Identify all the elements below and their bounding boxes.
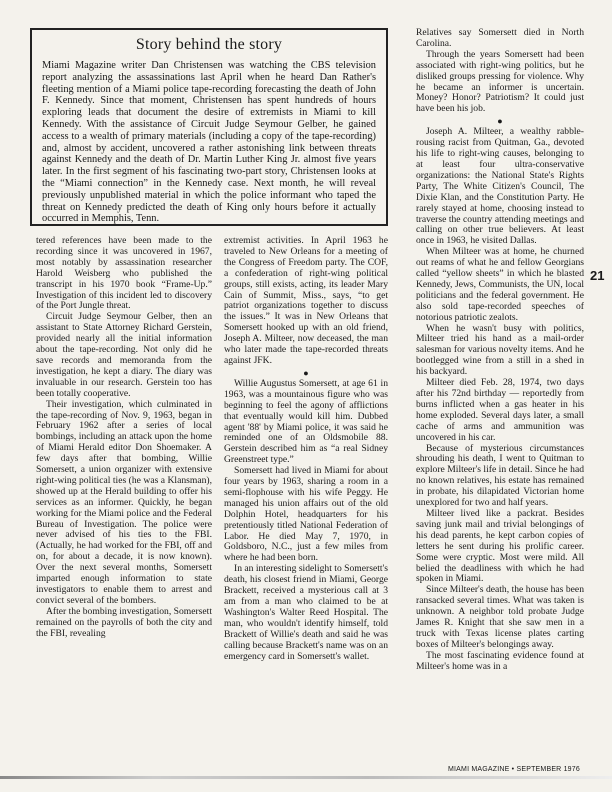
page-number: 21 xyxy=(590,268,605,283)
middle-column xyxy=(224,236,388,662)
left-paragraph-3: Their investigation, which culminated in the tape-recording of Nov. 9, 1963, began in February 1962 after a series of local bombings, including an attack upon the home of Miami Herald editor Don Shoemaker. A few days after that bombing, Willie Somersett, a union organizer with extensive right-wing political ties (he was a Klansman), showed up at the Herald building to offer his services as an informer. Quickly, he began working for the Miami police and the Federal Bureau of Investigation. The police were never advised of his ties to the FBI. (Actually, he had worked for the FBI, off and on, for about a decade, it is now known). Over the next several months, Somersett imparted enough information to state investigators to enable them to arrest and convict several of the bombers. xyxy=(36,398,212,606)
right-paragraph-10: The most fascinating evidence found at Milteer's home was in a xyxy=(416,649,584,672)
middle-paragraph-4: In an interesting sidelight to Somersett's death, his closest friend in Miami, George Brackett, received a mysterious call at 3 am from a man who claimed to be at Washington's Walter Reed Hospital. The man, who wouldn't identify himself, told Brackett of Willie's death and said he was calling because Brackett's name was on an emergency card in Somersett's wallet. xyxy=(224,563,388,662)
left-paragraph-1: tered references have been made to the recording since it was uncovered in 1967, most notably by assassination researcher Harold Weisberg who published the transcript in his 1970 book “Frame-Up.” Investigation of this incident led to discovery of the Port Jungle threat. xyxy=(36,235,212,312)
right-paragraph-4: When Milteer was at home, he churned out reams of what he and fellow Georgians called “yellow sheets” in which he blasted Kennedy, Jews, Communists, the UN, local politicians and the federal government. He also sold tape-recorded speeches of notorious patriotic zealots. xyxy=(416,246,584,323)
section-bullet: ● xyxy=(497,116,503,127)
right-paragraph-3: Joseph A. Milteer, a wealthy rabble-rousing racist from Quitman, Ga., devoted his life to right-wing causes, belonging to at least four ultra-conservative organizations: the National State's Rights Party, The White Citizen's Council, The Dixie Klan, and the Constitution Party. He rarely stayed at home, choosing instead to traverse the country attending meetings and calling on other true believers. At least once in 1963, he visited Dallas. xyxy=(416,126,584,247)
right-paragraph-1: Relatives say Somersett died in North Carolina. xyxy=(416,27,584,49)
sidebar-box xyxy=(30,28,388,226)
right-paragraph-6: Milteer died Feb. 28, 1974, two days after his 72nd birthday — reportedly from burns inflicted when a gas heater in his home exploded. Several days later, a small cache of arms and ammunition was uncovered in his car. xyxy=(416,377,584,443)
page-footer: MIAMI MAGAZINE • SEPTEMBER 1976 xyxy=(448,766,580,773)
right-paragraph-9: Since Milteer's death, the house has been ransacked several times. What was taken is unknown. A neighbor told probate Judge James R. Knight that she saw men in a truck with Texas license plates carting boxes of Milteer's belongings away. xyxy=(416,584,584,650)
section-bullet: ● xyxy=(303,367,309,378)
sidebar-title: Story behind the story xyxy=(135,36,283,53)
middle-paragraph-1: extremist activities. In April 1963 he traveled to New Orleans for a meeting of the Congress of Freedom party. The COF, a confederation of right-wing political groups, still exists, acting, its leader Mary Cain of Summit, Miss., says, “to get patriot organizations together to discuss the issues.” It was in New Orleans that Somersett hooked up with an old friend, Joseph A. Milteer, now deceased, the man who later made the tape-recorded threats against JFK. xyxy=(224,235,388,366)
left-column xyxy=(36,236,212,640)
right-column xyxy=(416,28,584,673)
left-paragraph-4: After the bombing investigation, Somersett remained on the payrolls of both the city and the FBI, revealing xyxy=(36,605,212,639)
middle-paragraph-2: Willie Augustus Somersett, at age 61 in 1963, was a mountainous figure who was beginning to feel the agony of afflictions that eventually would kill him. Dubbed agent '88' by Miami police, it was said he reminded one of an Oldsmobile 88. Gerstein described him as “a real Sidney Greenstreet type.” xyxy=(224,377,388,466)
scan-edge-artifact xyxy=(0,776,612,779)
right-paragraph-7: Because of mysterious circumstances shrouding his death, I went to Quitman to explore Milteer's life in detail. Since he had no known relatives, his estate has remained in probate, his dilapidated Victorian home unexplored for two and half years. xyxy=(416,442,584,509)
left-paragraph-2: Circuit Judge Seymour Gelber, then an assistant to State Attorney Richard Gerstein, provided nearly all the initial information about the tape-recording. Not only did he save records and memoranda from the investigation, he kept a diary. The diary was invaluable in our research. Gerstein too has been totally cooperative. xyxy=(36,311,212,399)
right-paragraph-5: When he wasn't busy with politics, Milteer tried his hand as a mail-order salesman for various novelty items. And he bootlegged wine from a still in a shed in his backyard. xyxy=(416,322,584,378)
sidebar-text: Miami Magazine writer Dan Christensen was watching the CBS television report analyzing the assassinations last April when he heard Dan Rather's fleeting mention of a Miami police tape-recording forecasting the death of John F. Kennedy. Since that moment, Christensen has spent hundreds of hours exploring leads that document the desire of extremists in Miami to kill Kennedy. With the assistance of Circuit Judge Seymour Gelber, he gained access to a wealth of primary materials (including a copy of the tape-recording) and, almost by accident, uncovered a rather astonishing link between threats against Kennedy and the death of Dr. Martin Luther King Jr. almost five years later. In the first segment of his fascinating two-part story, Christensen looks at the “Miami connection” in the Kennedy case. Next month, he will reveal previously unpublished material in which the police informant who taped the threat on Kennedy predicted the death of King only hours before it actually occurred in Memphis, Tenn. xyxy=(42,60,376,225)
middle-paragraph-3: Somersett had lived in Miami for about four years by 1963, sharing a room in a semi-flophouse with his wife Peggy. He managed his union affairs out of the old Dolphin Hotel, headquarters for his pretentiously titled National Federation of Labor. He died May 7, 1970, in Goldsboro, N.C., just a few miles from where he had been born. xyxy=(224,465,388,564)
right-paragraph-8: Milteer lived like a packrat. Besides saving junk mail and trivial belongings of his dead parents, he kept carbon copies of letters he sent during his prolific career. Some were cryptic. Most were mild. All belied the deadliness with which he had spoken in Miami. xyxy=(416,507,584,585)
right-paragraph-2: Through the years Somersett had been associated with right-wing politics, but he disliked groups pressing for violence. Why he became an informer is uncertain. Money? Honor? Patriotism? It could just have been his job. xyxy=(416,48,584,115)
